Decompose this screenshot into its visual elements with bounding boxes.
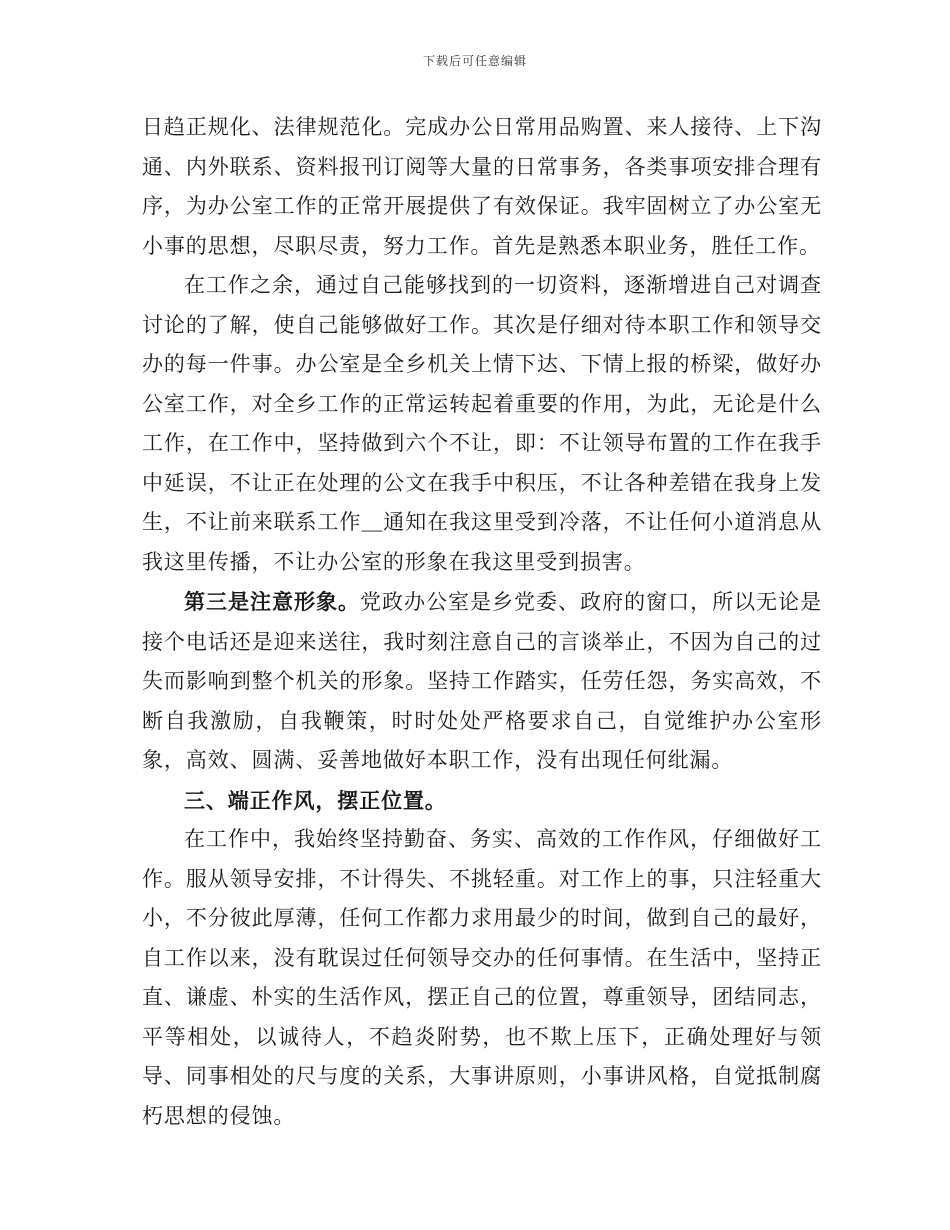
paragraph-3-body: 党政办公室是乡党委、政府的窗口，所以无论是接个电话还是迎来送往，我时刻注意自己的言谈举止，不因为自己的过失而影响到整个机关的形象。坚持工作踏实，任劳任怨，务实高效，不断自我激励，自我鞭策，时时处处严格要求自己，自觉维护办公室形象，高效、圆满、妥善地做好本职工作，没有出现任何纰漏。	[142, 590, 822, 772]
paragraph-3-lead: 第三是注意形象。	[184, 589, 361, 614]
paragraph-3	[142, 582, 822, 781]
document-body	[142, 108, 822, 1136]
paragraph-2: 在工作之余，通过自己能够找到的一切资料，逐渐增进自己对调查讨论的了解，使自己能够做好工作。其次是仔细对待本职工作和领导交办的每一件事。办公室是全乡机关上情下达、下情上报的桥梁，做好办公室工作，对全乡工作的正常运转起着重要的作用，为此，无论是什么工作，在工作中，坚持做到六个不让，即：不让领导布置的工作在我手中延误，不让正在处理的公文在我手中积压，不让各种差错在我身上发生，不让前来联系工作＿通知在我这里受到冷落，不让任何小道消息从我这里传播，不让办公室的形象在我这里受到损害。	[142, 273, 822, 574]
section-heading-3: 三、端正作风，摆正位置。	[184, 787, 447, 813]
paragraph-1: 日趋正规化、法律规范化。完成办公日常用品购置、来人接待、上下沟通、内外联系、资料报刊订阅等大量的日常事务，各类事项安排合理有序，为办公室工作的正常开展提供了有效保证。我牢固树立了办公室无小事的思想，尽职尽责，努力工作。首先是熟悉本职业务，胜任工作。	[142, 115, 822, 258]
header-note: 下载后可任意编辑	[422, 54, 527, 68]
paragraph-4: 在工作中，我始终坚持勤奋、务实、高效的工作作风，仔细做好工作。服从领导安排，不计得失、不挑轻重。对工作上的事，只注轻重大小，不分彼此厚薄，任何工作都力求用最少的时间，做到自己的最好，自工作以来，没有耽误过任何领导交办的任何事情。在生活中，坚持正直、谦虚、朴实的生活作风，摆正自己的位置，尊重领导，团结同志，平等相处，以诚待人，不趋炎附势，也不欺上压下，正确处理好与领导、同事相处的尺与度的关系，大事讲原则，小事讲风格，自觉抵制腐朽思想的侵蚀。	[142, 827, 822, 1128]
